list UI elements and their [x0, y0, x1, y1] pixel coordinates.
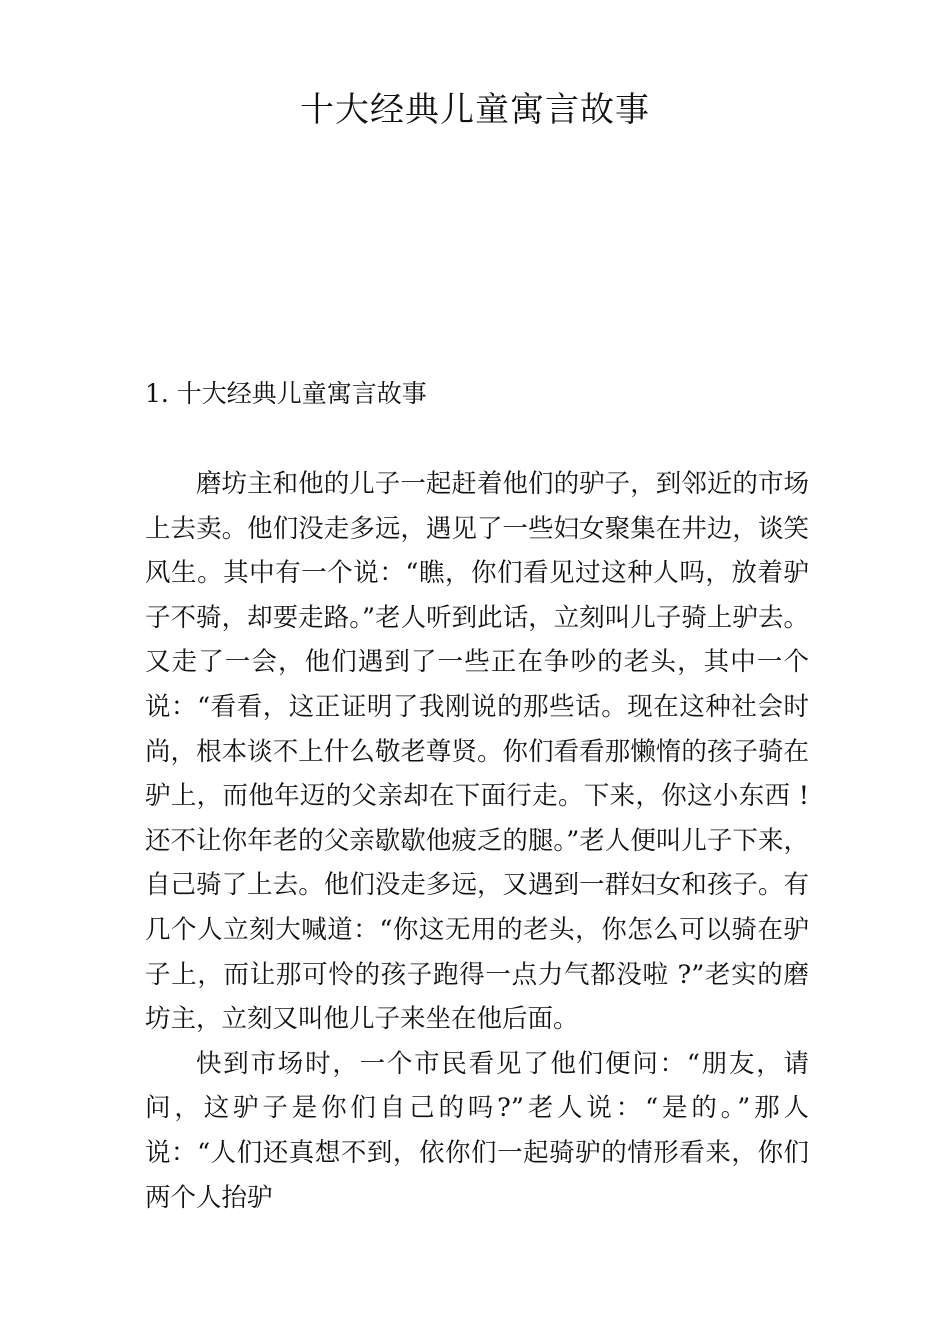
story-paragraph-2: 快到市场时，一个市民看见了他们便问：“朋友，请问，这驴子是你们自己的吗?”老人说：“是的。”那人说：“人们还真想不到，依你们一起骑驴的情形看来，你们两个人抬驴: [145, 1048, 809, 1213]
document-title: 十大经典儿童寓言故事: [300, 90, 650, 130]
story-body: [145, 462, 809, 1220]
section-heading: 1. 十大经典儿童寓言故事: [145, 379, 427, 408]
story-paragraph-1: 磨坊主和他的儿子一起赶着他们的驴子，到邻近的市场上去卖。他们没走多远，遇见了一些妇女聚集在井边，谈笑风生。其中有一个说：“瞧，你们看见过这种人吗，放着驴子不骑，却要走路。”老人听到此话，立刻叫儿子骑上驴去。又走了一会，他们遇到了一些正在争吵的老头，其中一个说：“看看，这正证明了我刚说的那些话。现在这种社会时尚，根本谈不上什么敬老尊贤。你们看看那懒惰的孩子骑在驴上，而他年迈的父亲却在下面行走。下来，你这小东西 !还不让你年老的父亲歇歇他疲乏的腿。”老人便叫儿子下来，自己骑了上去。他们没走多远，又遇到一群妇女和孩子。有几个人立刻大喊道：“你这无用的老头，你怎么可以骑在驴子上，而让那可怜的孩子跑得一点力气都没啦 ?”老实的磨坊主，立刻又叫他儿子来坐在他后面。: [145, 469, 809, 1035]
